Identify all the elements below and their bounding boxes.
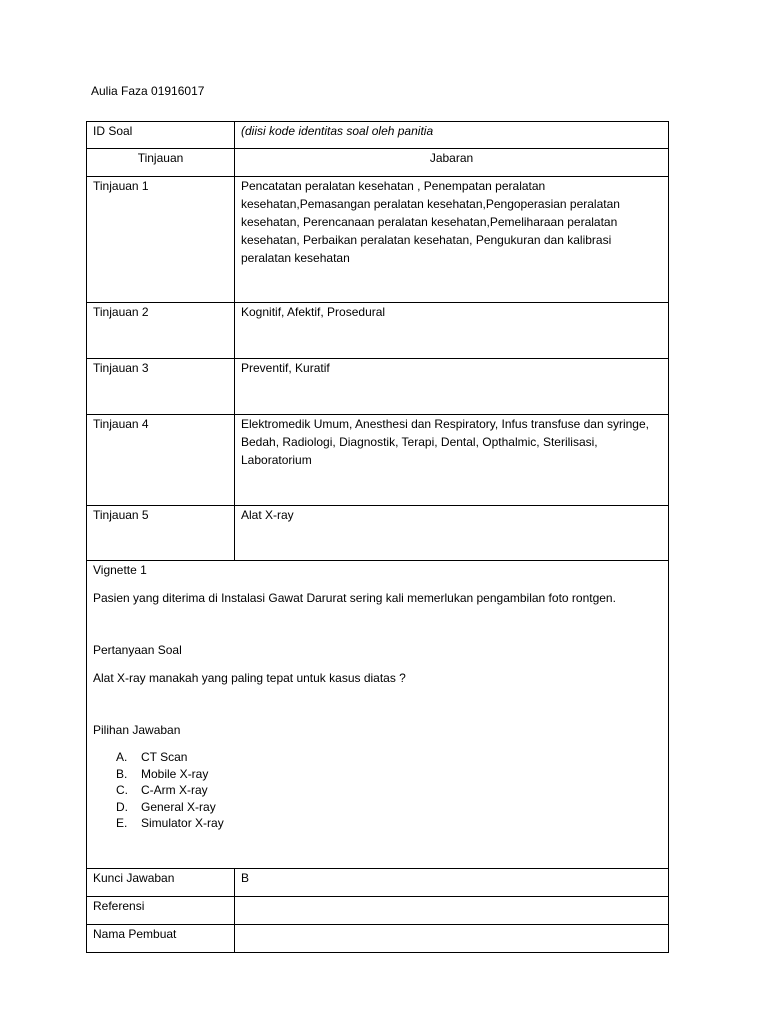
- choice-text: Simulator X-ray: [141, 816, 224, 830]
- kunci-jawaban-value: B: [235, 869, 669, 897]
- id-soal-label: ID Soal: [87, 122, 235, 149]
- choice-letter: A.: [116, 750, 128, 764]
- question-title: Pertanyaan Soal: [93, 643, 182, 657]
- choice-letter: C.: [116, 783, 128, 797]
- tinjauan-label: Tinjauan 2: [87, 303, 235, 359]
- tinjauan-text: Preventif, Kuratif: [235, 359, 669, 415]
- nama-pembuat-row: [87, 925, 669, 953]
- list-item: [93, 749, 662, 766]
- choice-text: Mobile X-ray: [141, 766, 209, 781]
- author-name: Aulia Faza 01916017: [91, 84, 205, 98]
- list-item: [93, 766, 662, 783]
- id-soal-value: (diisi kode identitas soal oleh panitia: [235, 122, 669, 149]
- header-tinjauan: Tinjauan: [87, 149, 235, 177]
- tinjauan-text: Kognitif, Afektif, Prosedural: [235, 303, 669, 359]
- choices-list: [93, 749, 662, 832]
- tinjauan-label: Tinjauan 1: [87, 177, 235, 303]
- tinjauan-label: Tinjauan 3: [87, 359, 235, 415]
- vignette-cell: [87, 561, 669, 869]
- tinjauan-label: Tinjauan 5: [87, 506, 235, 561]
- choice-letter: B.: [116, 766, 128, 781]
- tinjauan-text: Pencatatan peralatan kesehatan , Penempatan peralatan kesehatan,Pemasangan peralatan kesehatan,Pengoperasian peralatan kesehatan, Perencanaan peralatan kesehatan,Pemeliharaan peralatan kesehatan, Perbaikan peralatan kesehatan, Pengukuran dan kalibrasi peralatan kesehatan: [235, 177, 669, 303]
- tinjauan-text: Alat X-ray: [235, 506, 669, 561]
- vignette-text: Pasien yang diterima di Instalasi Gawat Darurat sering kali memerlukan pengambilan foto rontgen.: [93, 591, 616, 605]
- list-item: [93, 815, 662, 832]
- table-row: [87, 415, 669, 506]
- list-item: [93, 799, 662, 816]
- table-row: [87, 303, 669, 359]
- choice-letter: D.: [116, 799, 128, 814]
- referensi-value: [235, 897, 669, 925]
- question-form-table: [86, 121, 669, 953]
- tinjauan-label: Tinjauan 4: [87, 415, 235, 506]
- choice-text: C-Arm X-ray: [141, 783, 208, 797]
- choices-title: Pilihan Jawaban: [93, 723, 181, 737]
- tinjauan-text: Elektromedik Umum, Anesthesi dan Respiratory, Infus transfuse dan syringe, Bedah, Radiologi, Diagnostik, Terapi, Dental, Opthalmic, Sterilisasi, Laboratorium: [235, 415, 669, 506]
- id-soal-row: [87, 122, 669, 149]
- nama-pembuat-value: [235, 925, 669, 953]
- list-item: [93, 782, 662, 799]
- table-row: [87, 177, 669, 303]
- kunci-jawaban-label: Kunci Jawaban: [87, 869, 235, 897]
- question-text: Alat X-ray manakah yang paling tepat untuk kasus diatas ?: [93, 671, 406, 685]
- choice-text: General X-ray: [141, 799, 216, 814]
- header-jabaran: Jabaran: [235, 149, 669, 177]
- table-row: [87, 359, 669, 415]
- vignette-title: Vignette 1: [93, 563, 147, 577]
- choice-text: CT Scan: [141, 750, 188, 764]
- referensi-row: [87, 897, 669, 925]
- nama-pembuat-label: Nama Pembuat: [87, 925, 235, 953]
- header-row: [87, 149, 669, 177]
- table-row: [87, 506, 669, 561]
- referensi-label: Referensi: [87, 897, 235, 925]
- choice-letter: E.: [116, 816, 128, 830]
- kunci-jawaban-row: [87, 869, 669, 897]
- vignette-row: [87, 561, 669, 869]
